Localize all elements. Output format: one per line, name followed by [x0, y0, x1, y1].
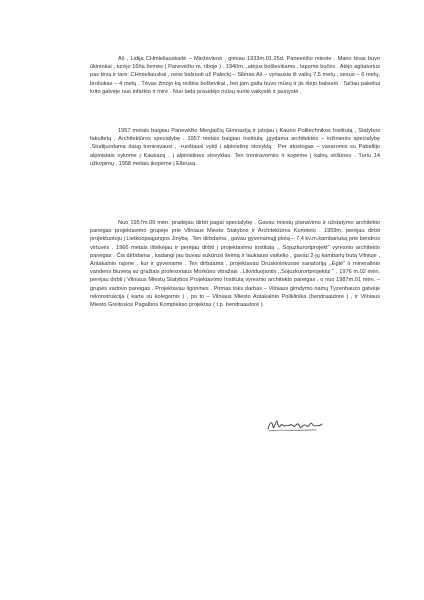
paragraph-text: 1957 metais baigiau Panevėžio Mergaičių Gimnaziją ir įstojau į Kauno Politechnikos Institutą , Statybos fakultetą , Architektūros specialybę . 1957 metais baigiau Institutą ,įgydama architektės – inžinierės specialybę .Studijuodama daug treniravausi , -ruošiausi vykti į alpinistinę stovyklą . Per atostogas – vasaromis su Pabaltijo alpinistais vykome į Kaukazą , į alpinistines stovyklas. Ten treniravomės ir kopėme į kalnų viršūnes . Turiu 14 užkopimų . 1958 metais įkopėme į Elbrusą .: [90, 128, 380, 167]
paragraph-text: Nuo 1957m.09 mėn. pradėjau dirbti pagal specialybę . Gavau miestų planavimo ir užstatymo architekto pareigas projektavimo grupėje prie Vilniaus Miesto Statybos ir Architektūros Komiteto . 1959m. perėjau dirbti projektuotoju į Lietkoopsąjungos Jinybą . Ten dirbdama , gavau gyvenamąjį plotą – 7,4 kv.m.kambariuką prie bendros virtuvės . 1966 metais ištekėjau ir perėjau dirbti į projektavimo institutą ,, Sojuzkurortprojekt" vyresnio architekto pareigas . Čia dirbdama , kadangi jau buvau sukūrusi šeimą ir laukiausi vaikelio , gavau 2-jų kambarių butą Vilniuje , Antakalnio rajone , kur ir gyvename . Ten dirbdama , projektavau Druskininkuose sanatoriją ,,Eglė" ir mineralinio vandens biuvetą su gražiais profesoriaus Morkūno vitražais . Likviduojantis ,,Sojuzkurortprojektui " , 1976 m.02 mėn. perėjau dirbti į Vilniaus Miestų Statybos Projektavimo Institutą vyresnio architekto pareigas , o nuo 1987m.01 mėn. – grupės vadovo pareigas . Projektavau ligonines . Pirmas toks darbas – Vilniaus gimdymo namų Tyzenhauzo gatvėje rekonstrukcija ( kartu su kolegomis ) , po to – Vilniaus Miesto Antakalnio Poliklinika (bendraautorė ) , ir Vilniaus Miesto Greitosios Pagalbos Komplekso projektas ( t.p. bendraautorė ).: [90, 220, 380, 309]
signature-stroke: [268, 421, 322, 429]
signature-underline: [269, 430, 316, 431]
paragraph-childhood: [90, 55, 380, 96]
paragraph-text: Aš , Lidija CHmieliauskaitė – Miežėvienė , gimiau 1933m.01.25d. Panevėžio mieste . Mano tėvai buvo ūkininkai , turėjo 16ha žemės ( Panevėžio m. riboje ) . 1940m. ,atėjus bolševikams , tapome bučės . Atėjo agitatorius pas tėvą ir tarė: CHmieliauskai , neisi balsuoti už Paleckį – Sibiras.Aš – vyriausia iš vaikų 7,5 metų , sesuo – 6 metų, broliukas – 4 metų . Tėvas žinojo ką reiškia bolševikai , bet jam gaila buvo mūsų ir jis išėjo balsuoti . Tačiau pakeliui krito gatvėje nuo infarkto ir mirė . Nuo tada prasidėjo mūsų sunki vaikystė ir jaunystė .: [90, 56, 380, 95]
paragraph-education: [90, 127, 380, 168]
paragraph-career: [90, 219, 380, 309]
handwritten-signature: [266, 418, 326, 432]
